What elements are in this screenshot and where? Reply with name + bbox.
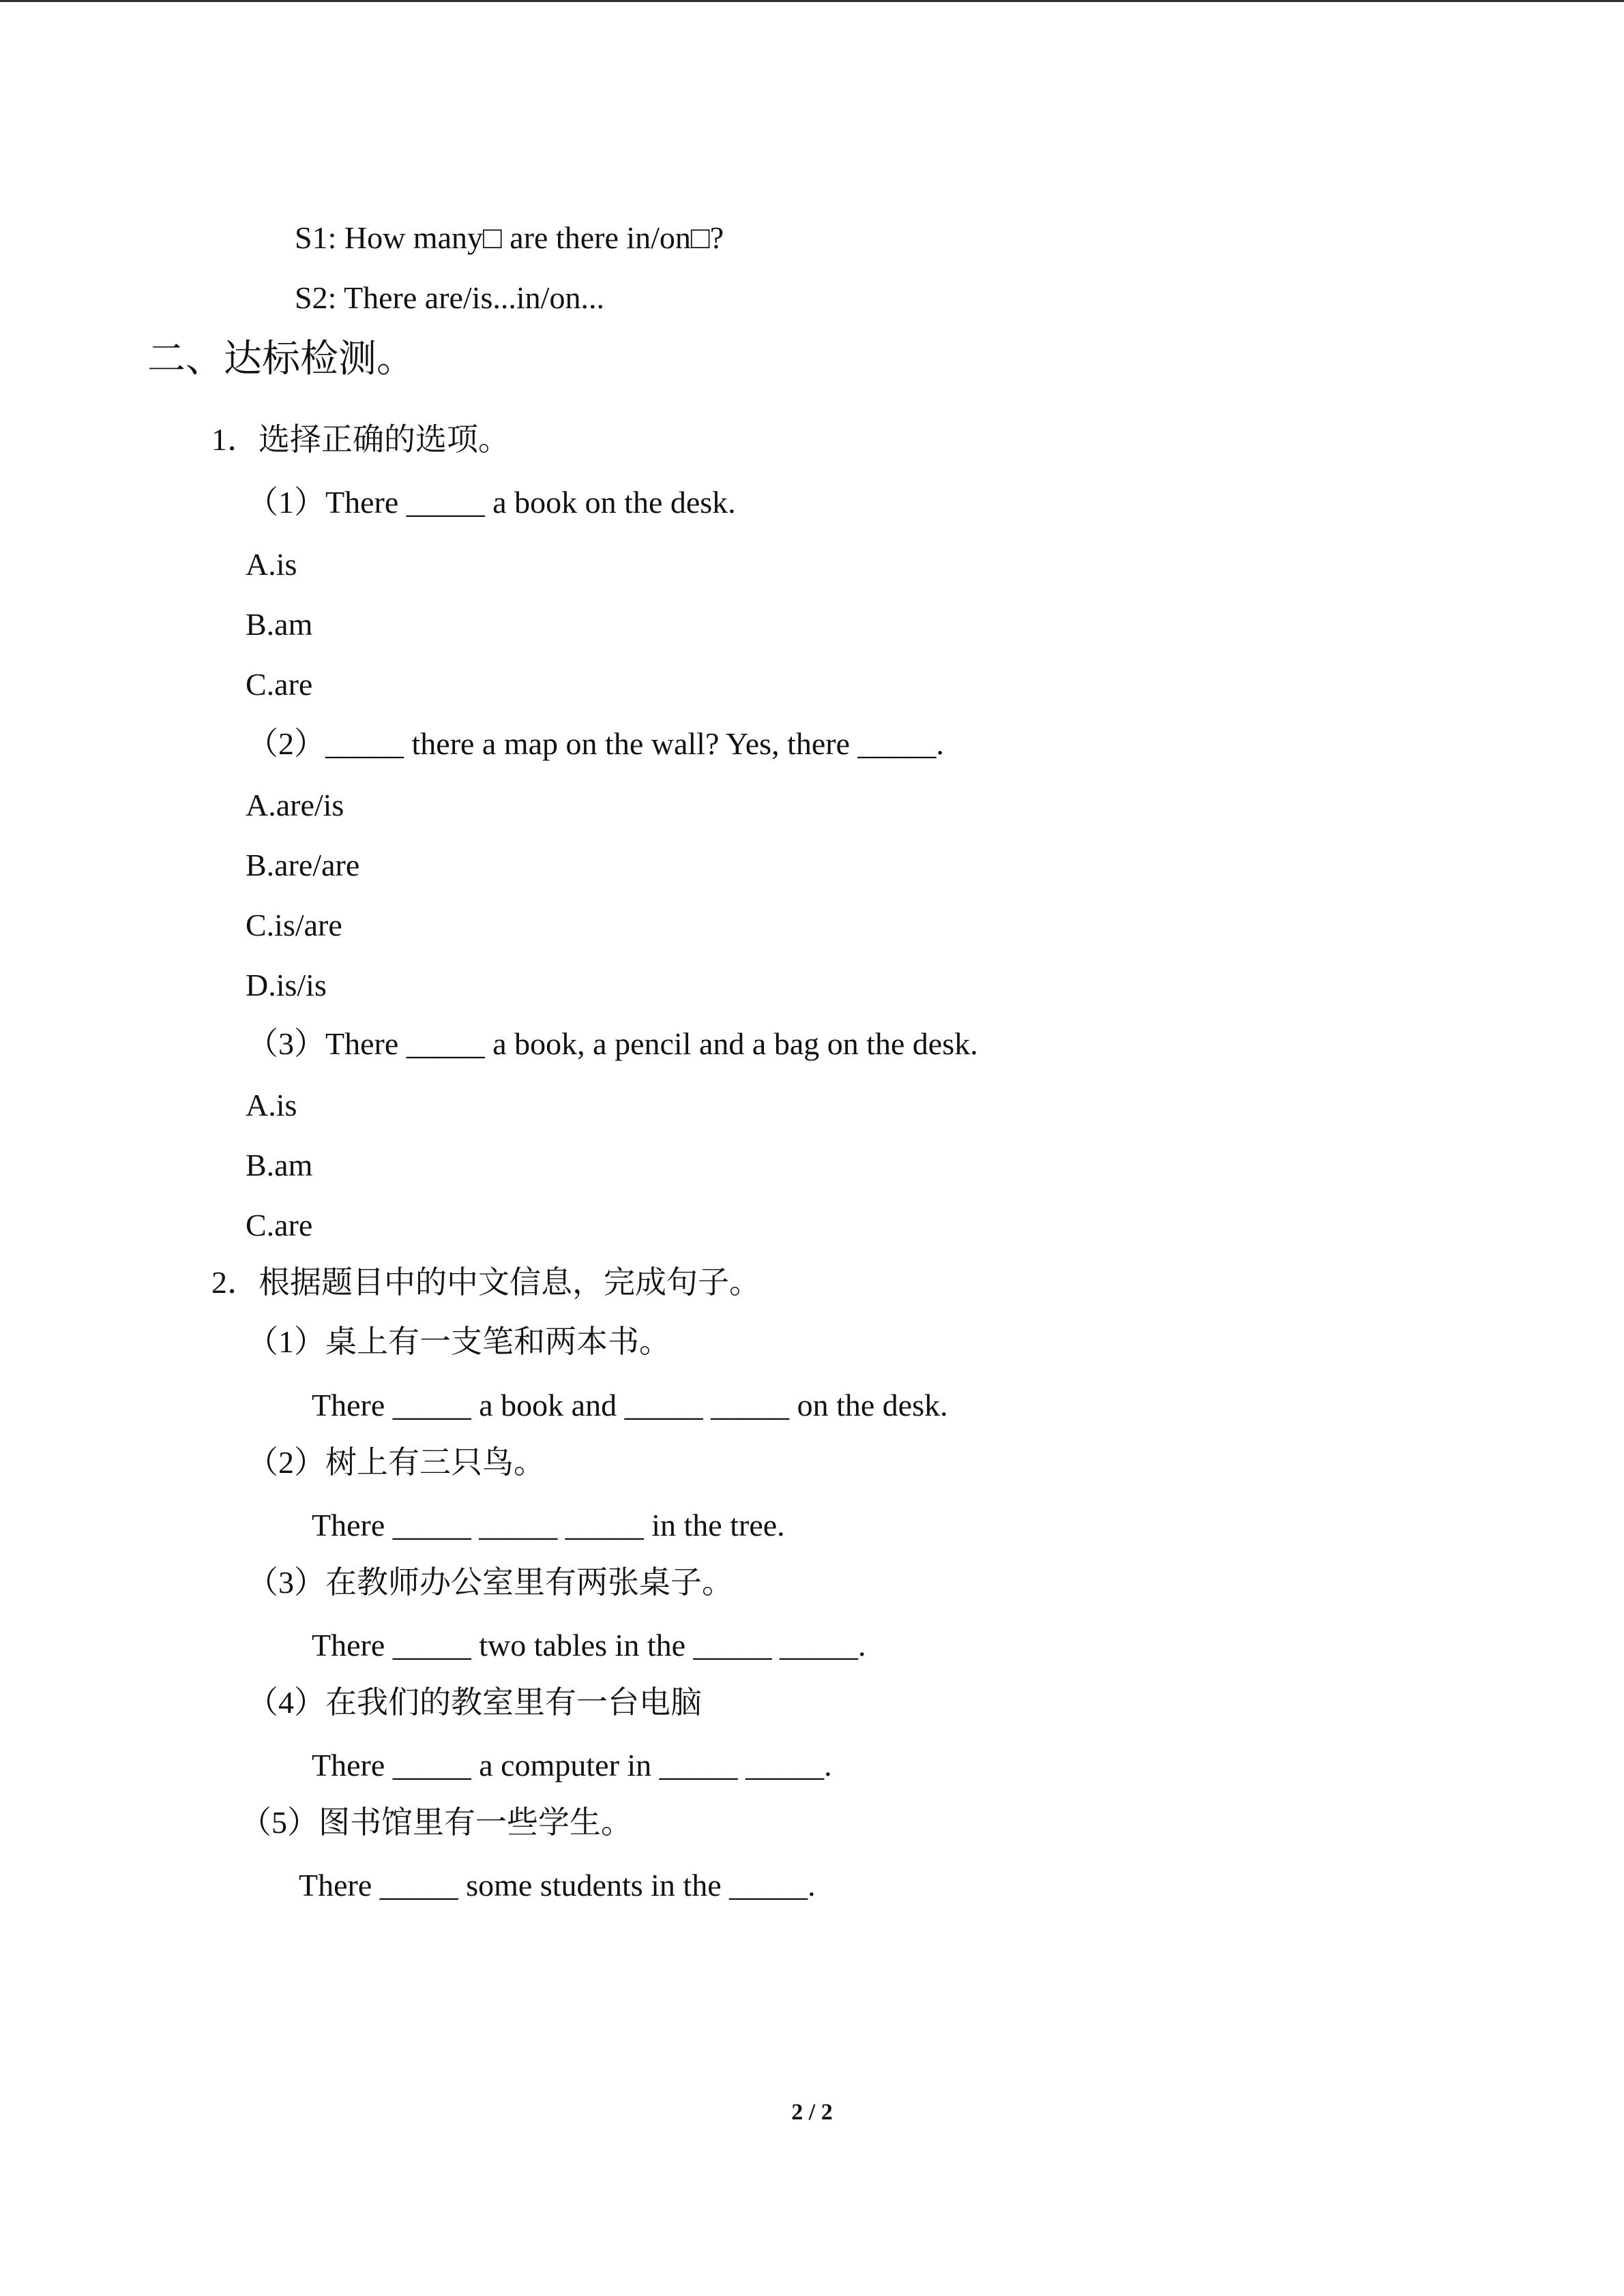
question-2-4-prompt: （4）在我们的教室里有一台电脑 — [247, 1685, 702, 1720]
question-2-1-prompt: （1）桌上有一支笔和两本书。 — [247, 1324, 670, 1359]
question-2-2-sentence: There _____ _____ _____ in the tree. — [312, 1508, 785, 1542]
part1-title: 1．选择正确的选项。 — [211, 422, 510, 457]
question-2-5-sentence: There _____ some students in the _____. — [299, 1868, 816, 1903]
question-1-2-stem: （2）_____ there a map on the wall? Yes, there _____. — [247, 726, 945, 761]
question-2-5-prompt: （5）图书馆里有一些学生。 — [240, 1805, 632, 1840]
question-1-3-stem: （3）There _____ a book, a pencil and a bag on the desk. — [247, 1026, 978, 1061]
question-1-2-option-b: B.are/are — [246, 848, 360, 882]
dialog-line-s1: S1: How many□ are there in/on□? — [295, 220, 724, 255]
question-1-2-option-c: C.is/are — [246, 908, 342, 942]
part2-title: 2．根据题目中的中文信息，完成句子。 — [211, 1265, 761, 1300]
question-2-4-sentence: There _____ a computer in _____ _____. — [312, 1748, 832, 1783]
page-number: 2 / 2 — [791, 2100, 833, 2125]
top-border-line — [0, 0, 1624, 2]
question-1-1-option-b: B.am — [246, 607, 313, 642]
question-2-1-sentence: There _____ a book and _____ _____ on the desk. — [312, 1388, 948, 1422]
section-title: 二、达标检测。 — [147, 338, 415, 381]
question-1-1-option-c: C.are — [246, 667, 313, 702]
question-1-3-option-b: B.am — [246, 1148, 313, 1182]
question-1-3-option-c: C.are — [246, 1208, 313, 1242]
question-1-1-stem: （1）There _____ a book on the desk. — [247, 485, 736, 520]
question-2-3-prompt: （3）在教师办公室里有两张桌子。 — [247, 1565, 733, 1600]
question-2-3-sentence: There _____ two tables in the _____ _____. — [312, 1628, 866, 1663]
question-1-2-option-d: D.is/is — [246, 968, 327, 1002]
question-1-2-option-a: A.are/is — [246, 788, 344, 822]
dialog-line-s2: S2: There are/is...in/on... — [295, 280, 604, 315]
question-1-1-option-a: A.is — [246, 547, 297, 582]
question-1-3-option-a: A.is — [246, 1088, 297, 1122]
question-2-2-prompt: （2）树上有三只鸟。 — [247, 1445, 545, 1480]
